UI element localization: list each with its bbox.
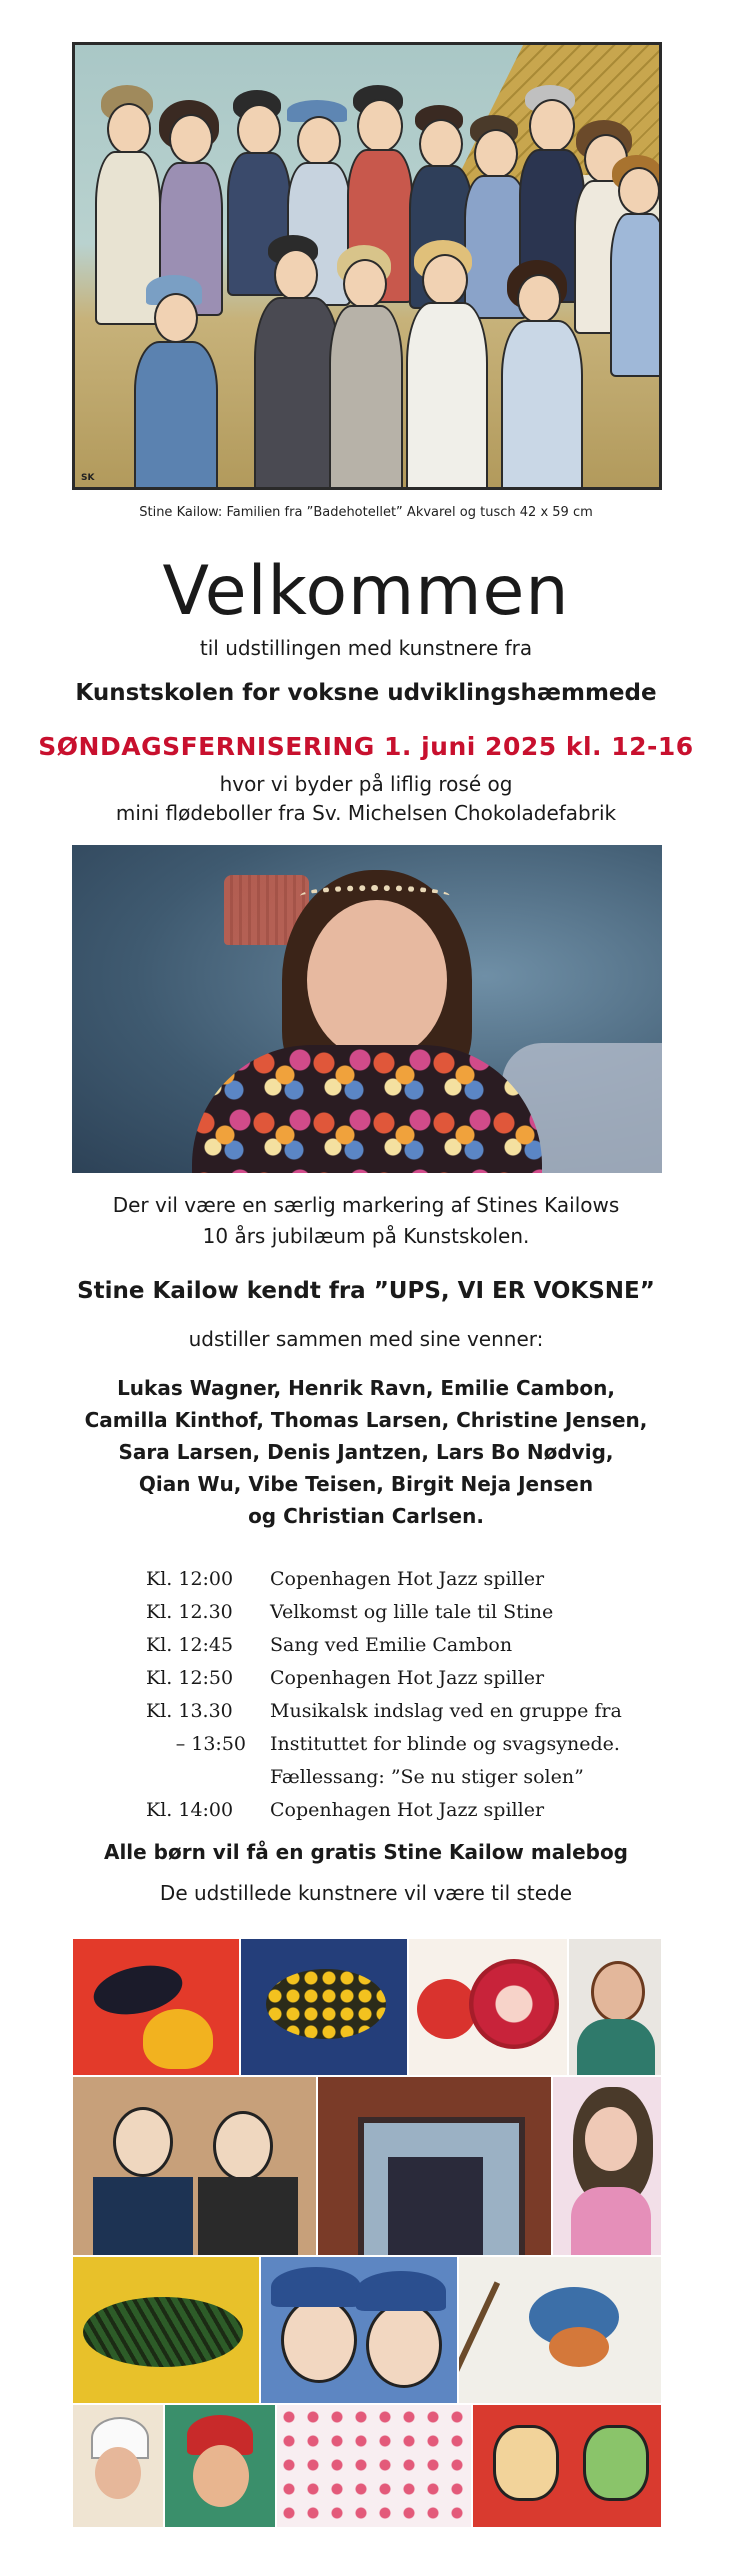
artist-list xyxy=(60,1372,672,1532)
program-row xyxy=(146,1628,706,1661)
program-row xyxy=(146,1661,706,1694)
jubilee-line: Der vil være en særlig markering af Stines Kailows xyxy=(112,1193,620,1217)
painting-caption: Stine Kailow: Familien fra ”Badehotellet” Akvarel og tusch 42 x 59 cm xyxy=(139,505,593,520)
painting-figure xyxy=(495,260,585,490)
school-name: Kunstskolen for voksne udviklingshæmmede xyxy=(75,680,657,706)
photo-floral-dress xyxy=(192,1045,542,1173)
artists-present-note: De udstillede kunstnere vil være til stede xyxy=(159,1881,573,1905)
program-desc: Fællessang: ”Se nu stiger solen” xyxy=(270,1765,584,1788)
program-desc: Sang ved Emilie Cambon xyxy=(270,1633,513,1656)
artwork-tile xyxy=(408,1938,568,2076)
painting-figure xyxy=(400,240,490,490)
artwork-tile xyxy=(317,2076,552,2256)
featured-artist: Stine Kailow kendt fra ”UPS, VI ER VOKSNE” xyxy=(77,1278,655,1304)
artwork-tile xyxy=(276,2404,472,2528)
page-title: Velkommen xyxy=(162,552,570,631)
artwork-tile xyxy=(458,2256,662,2404)
event-detail-line: hvor vi byder på liflig rosé og xyxy=(219,772,513,796)
program-schedule xyxy=(146,1562,706,1826)
artwork-collage xyxy=(72,1938,662,2528)
jubilee-text xyxy=(0,1190,732,1252)
program-row xyxy=(146,1793,706,1826)
with-friends: udstiller sammen med sine venner: xyxy=(188,1327,544,1351)
children-note: Alle børn vil få en gratis Stine Kailow malebog xyxy=(103,1840,629,1864)
artwork-tile xyxy=(552,2076,662,2256)
photo-headband xyxy=(300,885,450,907)
program-desc: Velkomst og lille tale til Stine xyxy=(270,1600,554,1623)
subtitle: til udstillingen med kunstnere fra xyxy=(199,636,533,660)
artwork-tile xyxy=(568,1938,662,2076)
program-row xyxy=(146,1562,706,1595)
artwork-tile xyxy=(260,2256,458,2404)
event-headline: SØNDAGSFERNISERING 1. juni 2025 kl. 12-16 xyxy=(38,732,694,761)
artist-line: Sara Larsen, Denis Jantzen, Lars Bo Nødvig, xyxy=(118,1440,614,1464)
event-detail-line: mini flødeboller fra Sv. Michelsen Chokoladefabrik xyxy=(115,801,617,825)
artist-line: Qian Wu, Vibe Teisen, Birgit Neja Jensen xyxy=(138,1472,594,1496)
program-row xyxy=(146,1595,706,1628)
artist-photo xyxy=(72,845,662,1173)
artwork-tile xyxy=(72,1938,240,2076)
artwork-tile xyxy=(72,2404,164,2528)
program-desc: Copenhagen Hot Jazz spiller xyxy=(270,1798,545,1821)
hero-painting xyxy=(72,42,662,490)
painting-figure xyxy=(610,155,662,385)
program-desc: Instituttet for blinde og svagsynede. xyxy=(270,1732,620,1755)
program-time: Kl. 13.30 xyxy=(146,1699,233,1722)
program-time: Kl. 12.30 xyxy=(146,1600,233,1623)
artwork-tile xyxy=(72,2076,317,2256)
program-desc: Musikalsk indslag ved en gruppe fra xyxy=(270,1699,622,1722)
painting-figure xyxy=(130,275,220,490)
event-details xyxy=(0,770,732,828)
program-desc: Copenhagen Hot Jazz spiller xyxy=(270,1666,545,1689)
artist-line: og Christian Carlsen. xyxy=(248,1504,484,1528)
artwork-tile xyxy=(240,1938,408,2076)
program-time: Kl. 12:45 xyxy=(146,1633,234,1656)
painting-figure xyxy=(325,245,405,490)
program-row xyxy=(146,1727,706,1760)
photo-face xyxy=(307,900,447,1060)
program-time: Kl. 14:00 xyxy=(146,1798,234,1821)
painting-signature: SK xyxy=(81,473,95,483)
artwork-tile xyxy=(472,2404,662,2528)
program-row xyxy=(146,1694,706,1727)
program-time: Kl. 12:00 xyxy=(146,1567,234,1590)
program-time: – 13:50 xyxy=(175,1732,246,1755)
program-time: Kl. 12:50 xyxy=(146,1666,234,1689)
program-desc: Copenhagen Hot Jazz spiller xyxy=(270,1567,545,1590)
artist-line: Camilla Kinthof, Thomas Larsen, Christine Jensen, xyxy=(84,1408,648,1432)
jubilee-line: 10 års jubilæum på Kunstskolen. xyxy=(202,1224,530,1248)
artwork-tile xyxy=(72,2256,260,2404)
artwork-tile xyxy=(164,2404,276,2528)
program-row xyxy=(146,1760,706,1793)
artist-line: Lukas Wagner, Henrik Ravn, Emilie Cambon, xyxy=(117,1376,615,1400)
